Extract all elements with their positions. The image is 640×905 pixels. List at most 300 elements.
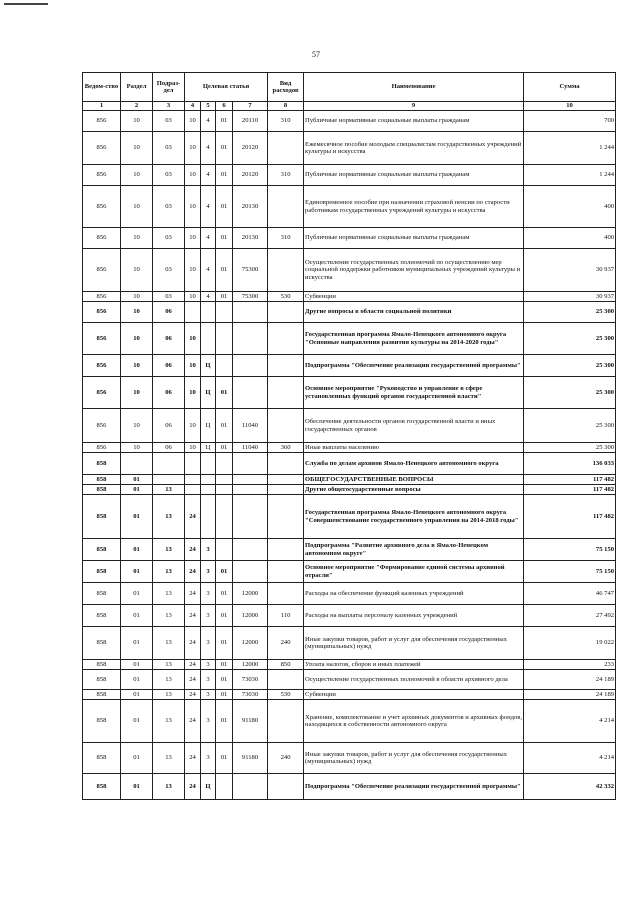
sum-cell: 233 [524, 660, 616, 670]
sum-cell: 46 747 [524, 583, 616, 605]
event-code-cell: 01 [216, 670, 233, 690]
program-code-cell [185, 453, 201, 475]
subprogram-code-cell: 4 [201, 165, 216, 186]
program-code-cell: 24 [185, 561, 201, 583]
subprogram-code-cell: 3 [201, 583, 216, 605]
name-cell: Государственная программа Ямало-Ненецкого автономного округа "Основные направления развития культуры на 2014-2020 годы" [304, 323, 524, 355]
direction-code-cell: 20130 [233, 228, 268, 249]
subprogram-code-cell [201, 453, 216, 475]
program-code-cell: 24 [185, 700, 201, 743]
event-code-cell: 01 [216, 700, 233, 743]
header-summa: Сумма [524, 73, 616, 102]
header-vid-rashodov: Вид расходов [268, 73, 304, 102]
expense-type-cell: 110 [268, 605, 304, 627]
event-code-cell: 01 [216, 377, 233, 409]
direction-code-cell [233, 355, 268, 377]
sum-cell: 1 244 [524, 165, 616, 186]
event-code-cell: 01 [216, 111, 233, 132]
program-code-cell: 24 [185, 743, 201, 774]
razdel-cell: 01 [121, 485, 153, 495]
razdel-cell: 01 [121, 475, 153, 485]
top-rule [4, 3, 48, 5]
podrazdel-cell: 13 [153, 539, 185, 561]
podrazdel-cell: 06 [153, 377, 185, 409]
podrazdel-cell: 03 [153, 228, 185, 249]
vedomstvo-cell: 856 [83, 228, 121, 249]
subprogram-code-cell: Ц [201, 377, 216, 409]
name-cell: Хранение, комплектование и учет архивных документов и архивных фондов, находящихся в собственности автономного округа [304, 700, 524, 743]
direction-code-cell [233, 539, 268, 561]
budget-table [82, 72, 616, 800]
podrazdel-cell: 03 [153, 132, 185, 165]
razdel-cell: 10 [121, 132, 153, 165]
event-code-cell: 01 [216, 583, 233, 605]
sum-cell: 400 [524, 186, 616, 228]
direction-code-cell: 11040 [233, 443, 268, 453]
header-razdel: Раздел [121, 73, 153, 102]
program-code-cell: 10 [185, 249, 201, 292]
subprogram-code-cell: Ц [201, 355, 216, 377]
table-row [83, 700, 616, 743]
event-code-cell [216, 323, 233, 355]
podrazdel-cell: 13 [153, 700, 185, 743]
expense-type-cell [268, 774, 304, 800]
subprogram-code-cell: 4 [201, 132, 216, 165]
sum-cell: 117 482 [524, 475, 616, 485]
program-code-cell: 10 [185, 186, 201, 228]
name-cell: Ежемесячное пособие молодым специалистам государственных учреждений культуры и искусства [304, 132, 524, 165]
sum-cell: 30 937 [524, 292, 616, 302]
name-cell: Единовременное пособие при назначении страховой пенсии по старости работникам государственных учреждений культуры и искусства [304, 186, 524, 228]
expense-type-cell: 850 [268, 660, 304, 670]
name-cell: Осуществление государственных полномочий по осуществлению мер социальной поддержки работников муниципальных учреждений культуры и искусства [304, 249, 524, 292]
podrazdel-cell [153, 453, 185, 475]
program-code-cell: 10 [185, 443, 201, 453]
expense-type-cell [268, 475, 304, 485]
podrazdel-cell: 03 [153, 165, 185, 186]
col-number: 4 [185, 102, 201, 111]
table-row [83, 690, 616, 700]
expense-type-cell: 530 [268, 690, 304, 700]
podrazdel-cell: 13 [153, 627, 185, 660]
table-row [83, 443, 616, 453]
event-code-cell: 01 [216, 132, 233, 165]
event-code-cell: 01 [216, 561, 233, 583]
vedomstvo-cell: 856 [83, 302, 121, 323]
vedomstvo-cell: 858 [83, 453, 121, 475]
direction-code-cell [233, 495, 268, 539]
table-row [83, 302, 616, 323]
name-cell: Иные закупки товаров, работ и услуг для обеспечения государственных (муниципальных) нужд [304, 743, 524, 774]
sum-cell: 1 244 [524, 132, 616, 165]
col-number: 2 [121, 102, 153, 111]
subprogram-code-cell: 4 [201, 292, 216, 302]
event-code-cell: 01 [216, 690, 233, 700]
page-number: 57 [312, 50, 320, 59]
expense-type-cell [268, 302, 304, 323]
subprogram-code-cell: 3 [201, 605, 216, 627]
sum-cell: 400 [524, 228, 616, 249]
event-code-cell: 01 [216, 228, 233, 249]
subprogram-code-cell [201, 475, 216, 485]
vedomstvo-cell: 858 [83, 774, 121, 800]
expense-type-cell: 310 [268, 228, 304, 249]
header-naimenovanie: Наименование [304, 73, 524, 102]
subprogram-code-cell: 3 [201, 627, 216, 660]
vedomstvo-cell: 856 [83, 443, 121, 453]
razdel-cell: 01 [121, 774, 153, 800]
table-row [83, 249, 616, 292]
header-vedomstvo: Ведом-ство [83, 73, 121, 102]
name-cell: Другие вопросы в области социальной политики [304, 302, 524, 323]
event-code-cell: 01 [216, 605, 233, 627]
podrazdel-cell: 03 [153, 249, 185, 292]
razdel-cell: 01 [121, 700, 153, 743]
subprogram-code-cell: 3 [201, 670, 216, 690]
expense-type-cell [268, 249, 304, 292]
name-cell: Подпрограмма "Развитие архивного дела в Ямало-Ненецком автономном округе" [304, 539, 524, 561]
event-code-cell: 01 [216, 743, 233, 774]
expense-type-cell [268, 323, 304, 355]
direction-code-cell: 20120 [233, 132, 268, 165]
sum-cell: 24 189 [524, 690, 616, 700]
direction-code-cell [233, 475, 268, 485]
vedomstvo-cell: 858 [83, 583, 121, 605]
subprogram-code-cell: Ц [201, 409, 216, 443]
expense-type-cell [268, 495, 304, 539]
name-cell: Подпрограмма "Обеспечение реализации государственной программы" [304, 774, 524, 800]
vedomstvo-cell: 858 [83, 605, 121, 627]
program-code-cell: 10 [185, 377, 201, 409]
table-row [83, 539, 616, 561]
table-row [83, 485, 616, 495]
vedomstvo-cell: 858 [83, 475, 121, 485]
direction-code-cell: 73030 [233, 670, 268, 690]
sum-cell: 4 214 [524, 743, 616, 774]
sum-cell: 117 482 [524, 485, 616, 495]
event-code-cell: 01 [216, 249, 233, 292]
subprogram-code-cell: 4 [201, 249, 216, 292]
name-cell: Публичные нормативные социальные выплаты гражданам [304, 165, 524, 186]
event-code-cell: 01 [216, 165, 233, 186]
table-row [83, 561, 616, 583]
event-code-cell: 01 [216, 627, 233, 660]
direction-code-cell: 20110 [233, 111, 268, 132]
col-number: 1 [83, 102, 121, 111]
program-code-cell: 10 [185, 323, 201, 355]
event-code-cell [216, 355, 233, 377]
direction-code-cell: 75300 [233, 292, 268, 302]
razdel-cell: 01 [121, 539, 153, 561]
subprogram-code-cell: Ц [201, 774, 216, 800]
program-code-cell: 24 [185, 495, 201, 539]
event-code-cell [216, 539, 233, 561]
table-row [83, 495, 616, 539]
subprogram-code-cell: 3 [201, 539, 216, 561]
podrazdel-cell: 13 [153, 561, 185, 583]
vedomstvo-cell: 858 [83, 670, 121, 690]
vedomstvo-cell: 856 [83, 377, 121, 409]
event-code-cell: 01 [216, 292, 233, 302]
program-code-cell: 24 [185, 539, 201, 561]
sum-cell: 25 300 [524, 409, 616, 443]
program-code-cell: 24 [185, 660, 201, 670]
expense-type-cell: 310 [268, 111, 304, 132]
program-code-cell: 24 [185, 627, 201, 660]
razdel-cell: 01 [121, 561, 153, 583]
podrazdel-cell: 13 [153, 690, 185, 700]
podrazdel-cell: 06 [153, 323, 185, 355]
sum-cell: 75 150 [524, 539, 616, 561]
vedomstvo-cell: 858 [83, 485, 121, 495]
direction-code-cell: 91180 [233, 743, 268, 774]
razdel-cell: 10 [121, 443, 153, 453]
name-cell: Публичные нормативные социальные выплаты гражданам [304, 228, 524, 249]
sum-cell: 25 300 [524, 443, 616, 453]
name-cell: Иные закупки товаров, работ и услуг для обеспечения государственных (муниципальных) нужд [304, 627, 524, 660]
table-row [83, 377, 616, 409]
event-code-cell [216, 495, 233, 539]
direction-code-cell [233, 561, 268, 583]
name-cell: Иные выплаты населению [304, 443, 524, 453]
expense-type-cell [268, 485, 304, 495]
vedomstvo-cell: 856 [83, 249, 121, 292]
name-cell: Подпрограмма "Обеспечение реализации государственной программы" [304, 355, 524, 377]
subprogram-code-cell: 3 [201, 690, 216, 700]
podrazdel-cell: 06 [153, 355, 185, 377]
col-number: 8 [268, 102, 304, 111]
vedomstvo-cell: 858 [83, 539, 121, 561]
sum-cell: 117 482 [524, 495, 616, 539]
table-row [83, 583, 616, 605]
table-row [83, 774, 616, 800]
name-cell: Расходы на обеспечение функций казенных учреждений [304, 583, 524, 605]
sum-cell: 25 300 [524, 355, 616, 377]
razdel-cell: 10 [121, 323, 153, 355]
direction-code-cell: 91180 [233, 700, 268, 743]
direction-code-cell [233, 485, 268, 495]
vedomstvo-cell: 858 [83, 743, 121, 774]
expense-type-cell [268, 561, 304, 583]
vedomstvo-cell: 858 [83, 495, 121, 539]
expense-type-cell [268, 700, 304, 743]
podrazdel-cell: 13 [153, 670, 185, 690]
razdel-cell: 10 [121, 377, 153, 409]
subprogram-code-cell: 3 [201, 660, 216, 670]
col-number: 6 [216, 102, 233, 111]
program-code-cell: 24 [185, 774, 201, 800]
col-number: 9 [304, 102, 524, 111]
razdel-cell: 10 [121, 228, 153, 249]
subprogram-code-cell: 4 [201, 186, 216, 228]
expense-type-cell [268, 355, 304, 377]
name-cell: Государственная программа Ямало-Ненецкого автономного округа "Совершенствование государственного управления на 2014-2018 годы" [304, 495, 524, 539]
expense-type-cell [268, 132, 304, 165]
name-cell: Другие общегосударственные вопросы [304, 485, 524, 495]
program-code-cell: 24 [185, 690, 201, 700]
vedomstvo-cell: 858 [83, 561, 121, 583]
header-celevaya-statya: Целевая статья [185, 73, 268, 102]
direction-code-cell [233, 323, 268, 355]
podrazdel-cell: 13 [153, 743, 185, 774]
podrazdel-cell: 03 [153, 186, 185, 228]
razdel-cell: 01 [121, 583, 153, 605]
subprogram-code-cell: 4 [201, 228, 216, 249]
razdel-cell: 10 [121, 186, 153, 228]
direction-code-cell: 12000 [233, 660, 268, 670]
sum-cell: 25 300 [524, 323, 616, 355]
event-code-cell: 01 [216, 660, 233, 670]
podrazdel-cell: 13 [153, 495, 185, 539]
table-row [83, 660, 616, 670]
program-code-cell: 10 [185, 409, 201, 443]
sum-cell: 136 033 [524, 453, 616, 475]
podrazdel-cell: 13 [153, 660, 185, 670]
header-podrazdel: Подраз-дел [153, 73, 185, 102]
podrazdel-cell: 06 [153, 409, 185, 443]
sum-cell: 42 332 [524, 774, 616, 800]
name-cell: ОБЩЕГОСУДАРСТВЕННЫЕ ВОПРОСЫ [304, 475, 524, 485]
program-code-cell: 10 [185, 111, 201, 132]
subprogram-code-cell: 3 [201, 743, 216, 774]
expense-type-cell: 240 [268, 627, 304, 660]
table-row [83, 743, 616, 774]
vedomstvo-cell: 858 [83, 660, 121, 670]
program-code-cell [185, 485, 201, 495]
razdel-cell: 10 [121, 355, 153, 377]
razdel-cell: 10 [121, 111, 153, 132]
program-code-cell: 10 [185, 165, 201, 186]
event-code-cell [216, 302, 233, 323]
sum-cell: 24 189 [524, 670, 616, 690]
program-code-cell: 24 [185, 670, 201, 690]
event-code-cell: 01 [216, 443, 233, 453]
razdel-cell: 01 [121, 743, 153, 774]
name-cell: Субвенции [304, 690, 524, 700]
table-row [83, 627, 616, 660]
subprogram-code-cell [201, 302, 216, 323]
expense-type-cell: 360 [268, 443, 304, 453]
subprogram-code-cell: 4 [201, 111, 216, 132]
expense-type-cell [268, 186, 304, 228]
razdel-cell: 10 [121, 409, 153, 443]
direction-code-cell: 12000 [233, 605, 268, 627]
subprogram-code-cell [201, 495, 216, 539]
podrazdel-cell: 06 [153, 302, 185, 323]
program-code-cell [185, 475, 201, 485]
event-code-cell [216, 485, 233, 495]
program-code-cell: 24 [185, 583, 201, 605]
direction-code-cell: 11040 [233, 409, 268, 443]
program-code-cell: 10 [185, 228, 201, 249]
name-cell: Основное мероприятие "Формирование единой системы архивной отрасли" [304, 561, 524, 583]
sum-cell: 27 492 [524, 605, 616, 627]
vedomstvo-cell: 858 [83, 700, 121, 743]
direction-code-cell [233, 774, 268, 800]
name-cell: Публичные нормативные социальные выплаты гражданам [304, 111, 524, 132]
table-row [83, 355, 616, 377]
expense-type-cell: 530 [268, 292, 304, 302]
table-row [83, 409, 616, 443]
expense-type-cell [268, 409, 304, 443]
col-number: 5 [201, 102, 216, 111]
direction-code-cell: 75300 [233, 249, 268, 292]
table-row [83, 228, 616, 249]
podrazdel-cell: 03 [153, 292, 185, 302]
event-code-cell: 01 [216, 409, 233, 443]
col-number: 3 [153, 102, 185, 111]
direction-code-cell: 12000 [233, 627, 268, 660]
vedomstvo-cell: 856 [83, 186, 121, 228]
razdel-cell: 01 [121, 495, 153, 539]
podrazdel-cell: 13 [153, 605, 185, 627]
vedomstvo-cell: 856 [83, 292, 121, 302]
table-row [83, 605, 616, 627]
razdel-cell: 01 [121, 690, 153, 700]
razdel-cell: 10 [121, 165, 153, 186]
expense-type-cell [268, 377, 304, 409]
razdel-cell: 10 [121, 302, 153, 323]
program-code-cell: 10 [185, 355, 201, 377]
subprogram-code-cell: Ц [201, 443, 216, 453]
subprogram-code-cell [201, 485, 216, 495]
direction-code-cell: 20120 [233, 165, 268, 186]
direction-code-cell: 20130 [233, 186, 268, 228]
expense-type-cell: 310 [268, 165, 304, 186]
table-row [83, 165, 616, 186]
razdel-cell: 10 [121, 249, 153, 292]
name-cell: Основное мероприятие "Руководство и управление в сфере установленных функций органов государственной власти" [304, 377, 524, 409]
vedomstvo-cell: 856 [83, 132, 121, 165]
direction-code-cell [233, 377, 268, 409]
program-code-cell [185, 302, 201, 323]
col-number: 7 [233, 102, 268, 111]
table-row [83, 292, 616, 302]
table-row [83, 111, 616, 132]
subprogram-code-cell: 3 [201, 700, 216, 743]
sum-cell: 700 [524, 111, 616, 132]
table-row [83, 186, 616, 228]
podrazdel-cell: 13 [153, 583, 185, 605]
header-row [83, 73, 616, 102]
vedomstvo-cell: 856 [83, 323, 121, 355]
table-row [83, 453, 616, 475]
podrazdel-cell: 03 [153, 111, 185, 132]
expense-type-cell [268, 453, 304, 475]
vedomstvo-cell: 856 [83, 355, 121, 377]
razdel-cell [121, 453, 153, 475]
razdel-cell: 01 [121, 660, 153, 670]
expense-type-cell: 240 [268, 743, 304, 774]
column-number-row [83, 102, 616, 111]
table-row [83, 323, 616, 355]
table-row [83, 132, 616, 165]
vedomstvo-cell: 858 [83, 627, 121, 660]
name-cell: Расходы на выплаты персоналу казенных учреждений [304, 605, 524, 627]
podrazdel-cell: 06 [153, 443, 185, 453]
razdel-cell: 01 [121, 627, 153, 660]
sum-cell: 25 300 [524, 302, 616, 323]
vedomstvo-cell: 856 [83, 111, 121, 132]
name-cell: Обеспечение деятельности органов государственной власти и иных государственных органов [304, 409, 524, 443]
vedomstvo-cell: 856 [83, 409, 121, 443]
podrazdel-cell: 13 [153, 774, 185, 800]
expense-type-cell [268, 583, 304, 605]
sum-cell: 75 150 [524, 561, 616, 583]
expense-type-cell [268, 670, 304, 690]
table-body [83, 111, 616, 800]
event-code-cell: 01 [216, 186, 233, 228]
